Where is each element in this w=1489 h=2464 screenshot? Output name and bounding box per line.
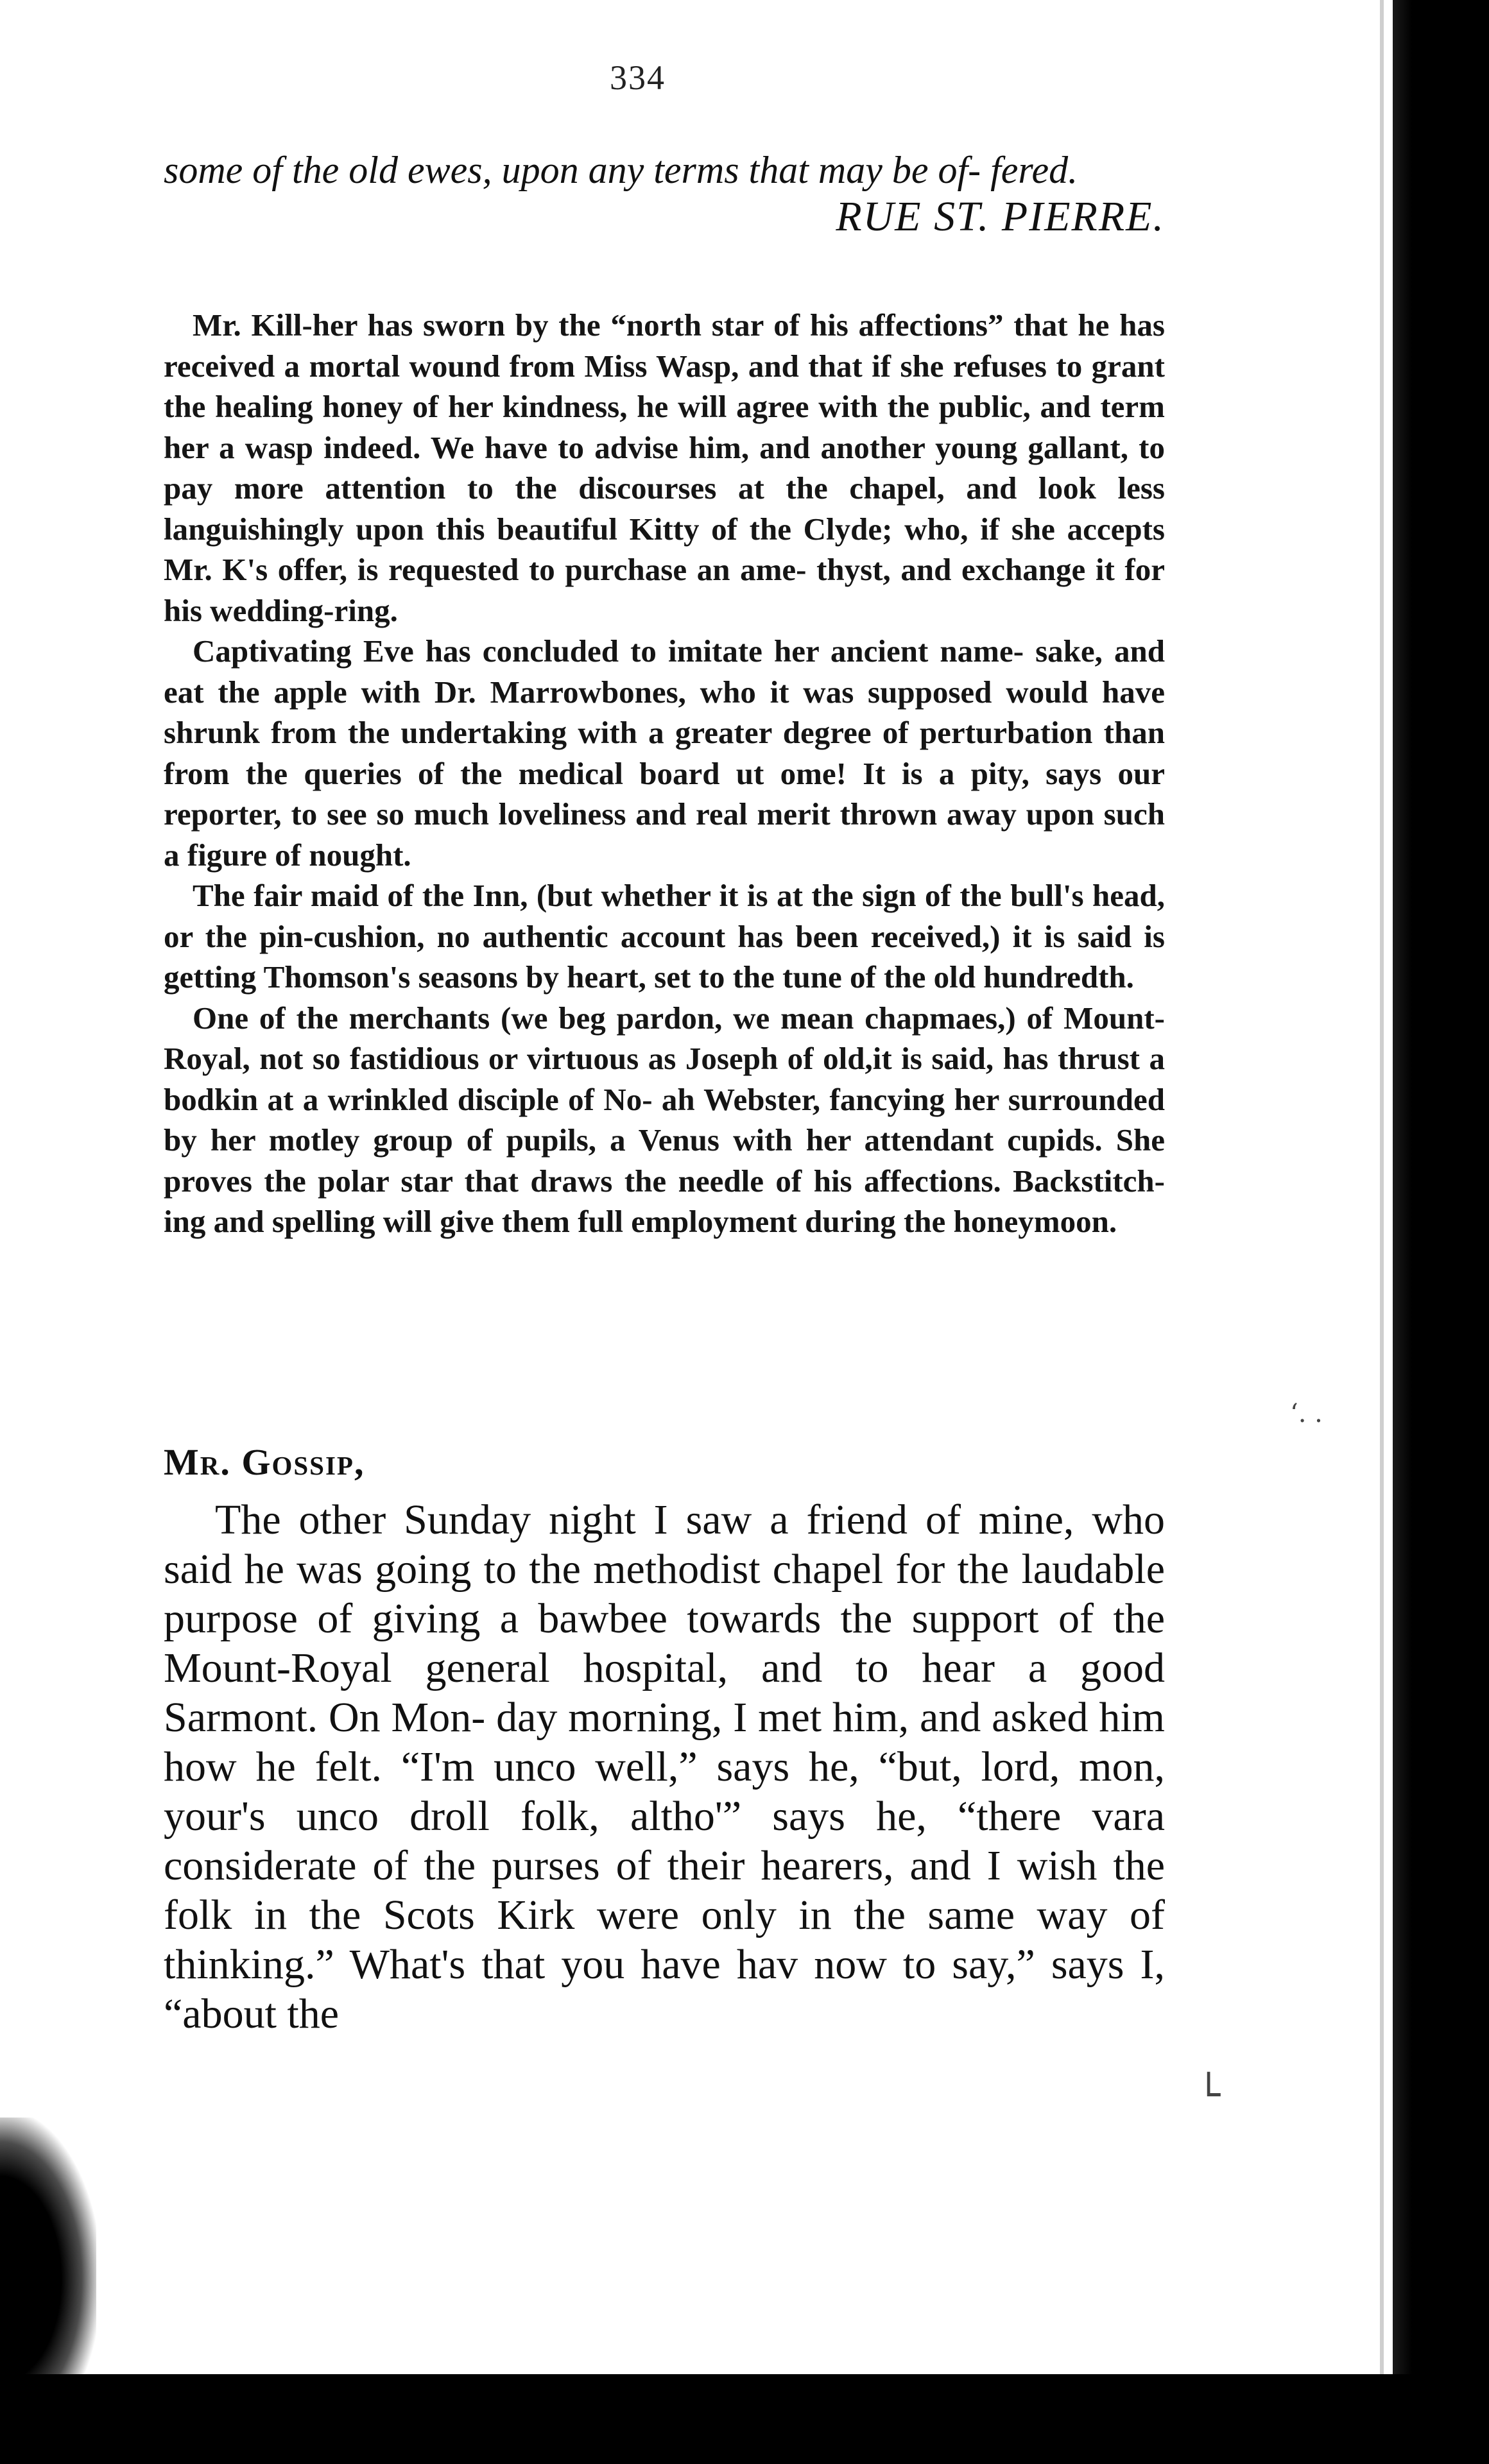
letter-heading: Mr. Gossip, [164, 1441, 365, 1483]
gossip-section [164, 305, 1165, 1242]
scan-shadow-left [0, 2118, 96, 2387]
paragraph: Captivating Eve has concluded to imitate her ancient name- sake, and eat the apple with Dr. Marrowbones, who it was supposed would have shrunk from the undertaking with a greater degree of perturbation than from the queries of the medical board ut ome! It is a pity, says our reporter, to see so much loveliness and real merit thrown away upon such a figure of nought. [164, 633, 1165, 873]
intro-text: some of the old ewes, upon any terms that may be of- fered. [164, 149, 1078, 191]
paragraph: Mr. Kill-her has sworn by the “north star of his affections” that he has received a mortal wound from Miss Wasp, and that if she refuses to grant the healing honey of her kindness, he will agree with the public, and term her a wasp indeed. We have to advise him, and another young gallant, to pay more attention to the discourses at the chapel, and look less languishingly upon this beautiful Kitty of the Clyde; who, if she accepts Mr. K's offer, is requested to purchase an ame- thyst, and exchange it for his wedding-ring. [164, 307, 1165, 628]
stray-mark: ‘. . [1290, 1399, 1323, 1428]
scan-border-right [1393, 0, 1489, 2464]
signoff: RUE ST. PIERRE. [836, 193, 1165, 240]
scan-edge-line [1380, 0, 1384, 2464]
paragraph: One of the merchants (we beg pardon, we mean chapmaes,) of Mount-Royal, not so fastidious or virtuous as Joseph of old,it is said, has thrust a bodkin at a wrinkled disciple of No- ah Webster, fancying her surrounded by her motley group of pupils, a Venus with her attendant cupids. She proves the polar star that draws the needle of his affections. Backstitch- ing and spelling will give them full employment during the honeymoon. [164, 1000, 1165, 1239]
page-number: 334 [610, 58, 666, 97]
paragraph: The fair maid of the Inn, (but whether it is at the sign of the bull's head, or the pin-cushion, no authentic account has been received,) it is said is getting Thomson's seasons by heart, set to the tune of the old hundredth. [164, 878, 1165, 995]
letter-paragraph: The other Sunday night I saw a friend of mine, who said he was going to the methodist chapel for the laudable purpose of giving a bawbee towards the support of the Mount-Royal general hospital, and to hear a good Sarmont. On Mon- day morning, I met him, and asked him how he felt. “I'm unco well,” says he, “but, lord, mon, your's unco droll folk, altho'” says he, “there vara considerate of the purses of their hearers, and I wish the folk in the Scots Kirk were only in the same way of thinking.” What's that you have hav now to say,” says I, “about the [164, 1496, 1165, 2037]
scan-border-bottom [0, 2374, 1489, 2464]
letter-body [164, 1495, 1165, 2039]
stray-mark: └ [1197, 2073, 1221, 2118]
